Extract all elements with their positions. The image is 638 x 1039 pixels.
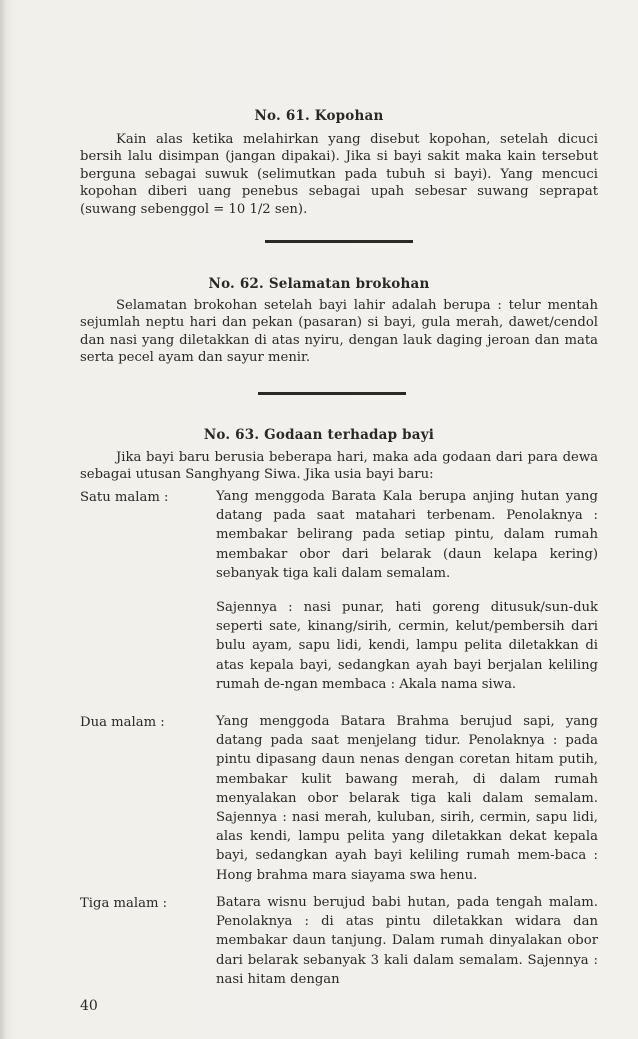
- section-divider-2: [258, 392, 406, 395]
- entry-text-satu-malam-2: Sajennya : nasi punar, hati goreng ditusuk/sun-duk seperti sate, kinang/sirih, cermin, kelut/pembersih dari bulu ayam, sapu lidi, kendi, lampu pelita diletakkan di atas kepala bayi, sedangkan ayah bayi berjalan keliling rumah de-ngan membaca : Akala nama siwa.: [216, 600, 598, 692]
- section-paragraph-62: Selamatan brokohan setelah bayi lahir adalah berupa : telur mentah sejumlah neptu hari dan pekan (pasaran) si bayi, gula merah, dawet/cendol dan nasi yang diletakkan di atas nyiru, dengan lauk daging jeroan dan mata serta pecel ayam dan sayur menir.: [80, 298, 598, 366]
- entry-label-tiga-malam: Tiga malam :: [80, 896, 168, 911]
- page-number: 40: [80, 998, 98, 1014]
- section-heading-61: No. 61. Kopohan: [254, 108, 384, 124]
- section-paragraph-63: Jika bayi baru berusia beberapa hari, maka ada godaan dari para dewa sebagai utusan Sanghyang Siwa. Jika usia bayi baru:: [80, 450, 598, 483]
- section-divider-1: [265, 240, 413, 243]
- entry-text-satu-malam-1: Yang menggoda Barata Kala berupa anjing hutan yang datang pada saat matahari terbenam. Penolaknya : membakar belirang pada setiap pintu, dalam rumah membakar obor dari belarak (daun kelapa kering) sebanyak tiga kali dalam semalam.: [216, 489, 598, 581]
- entry-label-satu-malam: Satu malam :: [80, 490, 169, 505]
- section-heading-63: No. 63. Godaan terhadap bayi: [203, 427, 435, 443]
- section-paragraph-61: Kain alas ketika melahirkan yang disebut kopohan, setelah dicuci bersih lalu disimpan (jangan dipakai). Jika si bayi sakit maka kain tersebut berguna sebagai suwuk (selimutkan pada tubuh si bayi). Yang mencuci kopohan diberi uang penebus sebagai upah sebesar suwang seprapat (suwang sebenggol = 10 1/2 sen).: [80, 132, 598, 217]
- entry-label-dua-malam: Dua malam :: [80, 715, 165, 730]
- entry-text-dua-malam: Yang menggoda Batara Brahma berujud sapi, yang datang pada saat menjelang tidur. Penolaknya : pada pintu dipasang daun nenas dengan coretan hitam putih, membakar kulit bawang merah, di dalam rumah menyalakan obor belarak tiga kali dalam semalam. Sajennya : nasi merah, kuluban, sirih, cermin, sapu lidi, alas kendi, lampu pelita yang diletakkan dekat kepala bayi, sedangkan ayah bayi keliling rumah mem-baca : Hong brahma mara siayama swa henu.: [216, 714, 598, 883]
- entry-text-tiga-malam: Batara wisnu berujud babi hutan, pada tengah malam. Penolaknya : di atas pintu diletakkan widara dan membakar daun tanjung. Dalam rumah dinyalakan obor dari belarak sebanyak 3 kali dalam semalam. Sajennya : nasi hitam dengan: [216, 895, 598, 987]
- section-heading-62: No. 62. Selamatan brokohan: [208, 276, 430, 292]
